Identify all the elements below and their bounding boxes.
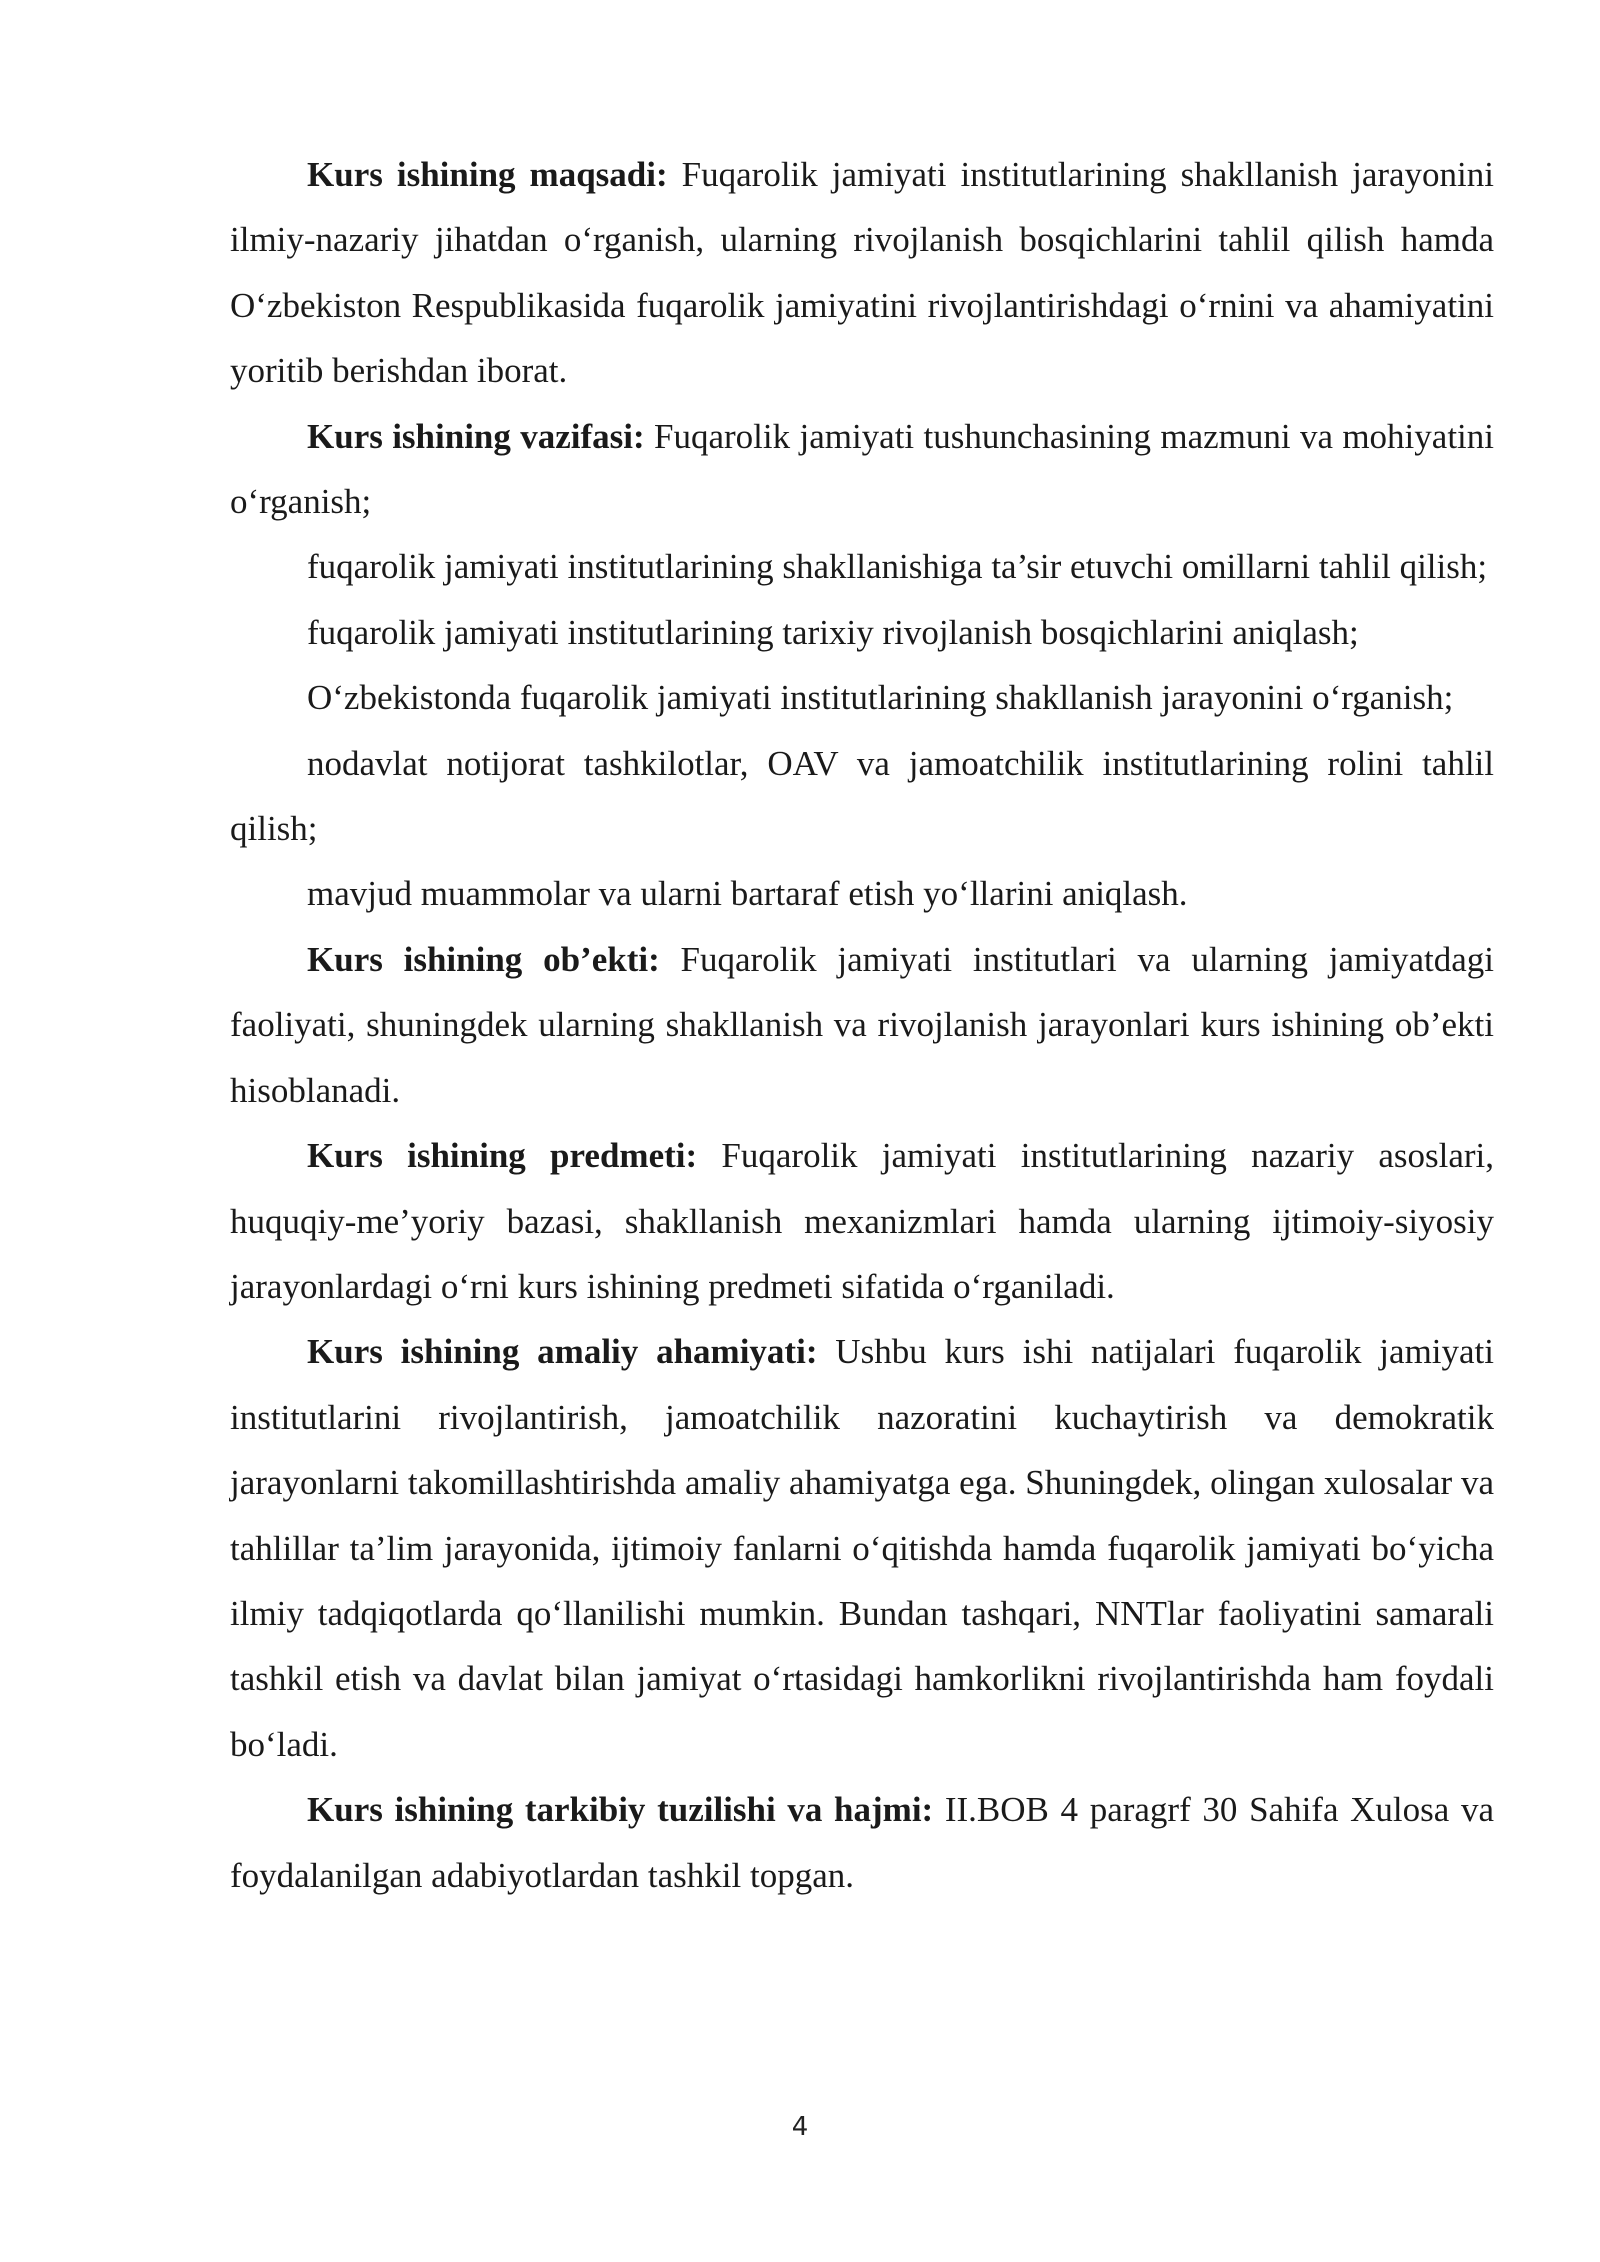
page-number: 4: [791, 2112, 809, 2142]
task-item: [230, 534, 1494, 599]
paragraph-text: Ushbu kurs ishi natijalari fuqarolik jamiyati institutlarini rivojlantirish, jamoatchilik nazoratini kuchaytirish va demokratik jarayonlarni takomillashtirishda amaliy ahamiyatga ega. Shuningdek, olingan xulosalar va tahlillar ta’lim jarayonida, ijtimoiy fanlarni o‘qitishda hamda fuqarolik jamiyati bo‘yicha ilmiy tadqiqotlarda qo‘llanilishi mumkin. Bundan tashqari, NNTlar faoliyatini samarali tashkil etish va davlat bilan jamiyat o‘rtasidagi hamkorlikni rivojlantirishda ham foydali bo‘ladi.: [230, 1332, 1494, 1764]
paragraph-predmeti: [230, 1123, 1494, 1319]
paragraph-vazifasi: [230, 404, 1494, 535]
paragraph-text: fuqarolik jamiyati institutlarining tarixiy rivojlanish bosqichlarini aniqlash;: [307, 612, 1359, 652]
paragraph-text: fuqarolik jamiyati institutlarining shakllanishiga ta’sir etuvchi omillarni tahlil qilish;: [307, 547, 1488, 587]
paragraph-maqsadi: [230, 142, 1494, 404]
paragraph-text: O‘zbekistonda fuqarolik jamiyati institutlarining shakllanish jarayonini o‘rganish;: [307, 678, 1454, 718]
paragraph-text: Fuqarolik jamiyati institutlari va ularning jamiyatdagi faoliyati, shuningdek ularning shakllanish va rivojlanish jarayonlari kurs ishining ob’ekti hisoblanadi.: [230, 939, 1494, 1110]
paragraph-amaliy-ahamiyati: [230, 1319, 1494, 1777]
document-body: [230, 142, 1494, 1908]
paragraph-label: Kurs ishining vazifasi:: [307, 416, 645, 456]
paragraph-text: II.BOB 4 paragrf 30 Sahifa Xulosa va foydalanilgan adabiyotlardan tashkil topgan.: [230, 1790, 1494, 1895]
paragraph-label: Kurs ishining maqsadi:: [307, 155, 668, 194]
paragraph-text: Fuqarolik jamiyati institutlarining nazariy asoslari, huquqiy-me’yoriy bazasi, shakllanish mexanizmlari hamda ularning ijtimoiy-siyosiy jarayonlardagi o‘rni kurs ishining predmeti sifatida o‘rganiladi.: [230, 1136, 1494, 1306]
paragraph-tarkibiy-tuzilishi: [230, 1777, 1494, 1908]
paragraph-label: Kurs ishining ob’ekti:: [307, 939, 660, 979]
paragraph-text: mavjud muammolar va ularni bartaraf etish yo‘llarini aniqlash.: [307, 874, 1188, 914]
task-item: [230, 731, 1494, 862]
paragraph-label: Kurs ishining tarkibiy tuzilishi va hajmi:: [307, 1790, 934, 1830]
task-item: [230, 861, 1494, 926]
task-item: [230, 665, 1494, 730]
paragraph-text: Fuqarolik jamiyati institutlarining shakllanish jarayonini ilmiy-nazariy jihatdan o‘rganish, ularning rivojlanish bosqichlarini tahlil qilish hamda O‘zbekiston Respublikasida fuqarolik jamiyatini rivojlantirishdagi o‘rnini va ahamiyatini yoritib berishdan iborat.: [230, 155, 1495, 391]
paragraph-text: Fuqarolik jamiyati tushunchasining mazmuni va mohiyatini o‘rganish;: [230, 416, 1494, 522]
paragraph-label: Kurs ishining amaliy ahamiyati:: [307, 1332, 818, 1372]
paragraph-text: nodavlat notijorat tashkilotlar, OAV va jamoatchilik institutlarining rolini tahlil qilish;: [230, 743, 1494, 849]
paragraph-label: Kurs ishining predmeti:: [307, 1136, 698, 1176]
paragraph-obekti: [230, 927, 1494, 1123]
task-item: [230, 600, 1494, 665]
